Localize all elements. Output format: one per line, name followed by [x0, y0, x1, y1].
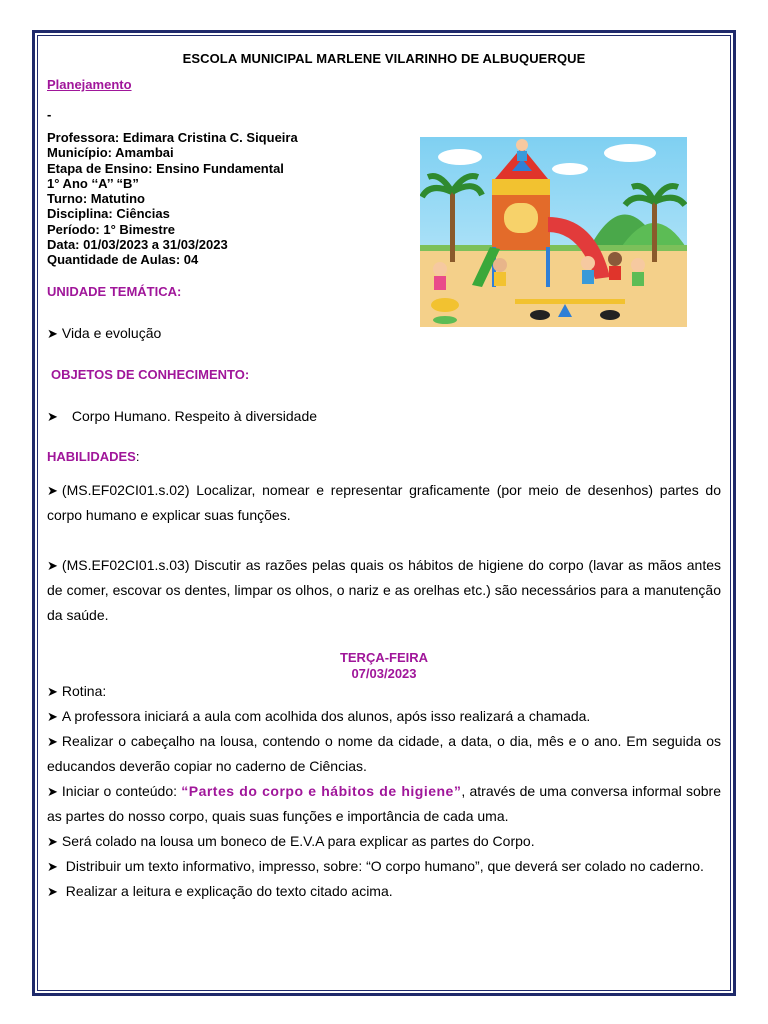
- objetos-item-text: Corpo Humano. Respeito à diversidade: [71, 408, 318, 424]
- day-date: 07/03/2023: [351, 666, 417, 681]
- habilidade-2: [47, 553, 721, 628]
- info-municipio: Município: Amambai: [47, 145, 174, 161]
- info-periodo: Período: 1° Bimestre: [47, 221, 176, 237]
- arrow-bullet-icon: ➤: [47, 326, 58, 341]
- planejamento-heading: Planejamento: [47, 77, 132, 92]
- routine-item: [47, 854, 721, 879]
- routine-item: [47, 779, 721, 829]
- weekday: TERÇA-FEIRA: [339, 650, 429, 665]
- routine-item: [47, 729, 721, 779]
- arrow-bullet-icon: ➤: [47, 409, 58, 424]
- routine-list: [47, 679, 721, 904]
- routine-item: [47, 829, 721, 854]
- unidade-item: [47, 325, 161, 342]
- habilidades-colon: :: [135, 449, 140, 464]
- dash-marker: -: [47, 107, 52, 122]
- arrow-bullet-icon: ➤: [47, 558, 58, 573]
- info-etapa: Etapa de Ensino: Ensino Fundamental: [47, 160, 284, 176]
- info-turno: Turno: Matutino: [47, 191, 145, 207]
- objetos-heading: OBJETOS DE CONHECIMENTO:: [51, 367, 250, 382]
- playground-illustration: [420, 137, 687, 327]
- info-block: [47, 130, 298, 268]
- routine-item-text: , através de uma conversa informal sobre as partes do nosso corpo, quais suas funções e importância de cada uma.: [47, 783, 721, 824]
- arrow-bullet-icon: ➤: [47, 483, 58, 498]
- day-heading: [0, 650, 768, 682]
- arrow-bullet-icon: ➤: [47, 884, 58, 899]
- habilidade-1: [47, 478, 721, 528]
- habilidade-1-text: (MS.EF02CI01.s.02) Localizar, nomear e representar graficamente (por meio de desenhos) partes do corpo humano e explicar suas funções.: [47, 482, 721, 523]
- arrow-bullet-icon: ➤: [47, 684, 58, 699]
- arrow-bullet-icon: ➤: [47, 784, 58, 799]
- unidade-heading: UNIDADE TEMÁTICA:: [47, 284, 182, 299]
- content-highlight: “Partes do corpo e hábitos de higiene”: [181, 783, 462, 799]
- habilidade-2-text: (MS.EF02CI01.s.03) Discutir as razões pelas quais os hábitos de higiene do corpo (lavar as mãos antes de comer, escovar os dentes, limpar os olhos, o nariz e as orelhas etc.) são necessários para a manutenção da saúde.: [47, 557, 721, 623]
- routine-item-text: Distribuir um texto informativo, impresso, sobre: “O corpo humano”, que deverá ser colado no caderno.: [61, 858, 704, 874]
- habilidades-heading-row: [47, 449, 139, 464]
- arrow-bullet-icon: ➤: [47, 709, 58, 724]
- info-professora: Professora: Edimara Cristina C. Siqueira: [47, 130, 298, 145]
- routine-item-text: Iniciar o conteúdo:: [61, 783, 182, 799]
- habilidades-heading: HABILIDADES: [47, 449, 136, 464]
- routine-item: [47, 679, 721, 704]
- routine-item-text: Rotina:: [61, 683, 107, 699]
- unidade-item-text: Vida e evolução: [61, 325, 162, 341]
- arrow-bullet-icon: ➤: [47, 834, 58, 849]
- routine-item-text: Realizar a leitura e explicação do texto citado acima.: [61, 883, 393, 899]
- routine-item: [47, 879, 721, 904]
- info-disciplina: Disciplina: Ciências: [47, 206, 170, 222]
- info-data: Data: 01/03/2023 a 31/03/2023: [47, 237, 228, 253]
- objetos-item: [47, 408, 317, 425]
- arrow-bullet-icon: ➤: [47, 734, 58, 749]
- routine-item: [47, 704, 721, 729]
- routine-item-text: A professora iniciará a aula com acolhida dos alunos, após isso realizará a chamada.: [61, 708, 591, 724]
- routine-item-text: Realizar o cabeçalho na lousa, contendo o nome da cidade, a data, o dia, mês e o ano. Em seguida os educandos deverão copiar no caderno de Ciências.: [47, 733, 721, 774]
- arrow-bullet-icon: ➤: [47, 859, 58, 874]
- info-ano: 1° Ano ‘‘A’’ “B”: [47, 175, 139, 191]
- routine-item-text: Será colado na lousa um boneco de E.V.A para explicar as partes do Corpo.: [61, 833, 535, 849]
- info-quantidade: Quantidade de Aulas: 04: [47, 252, 199, 268]
- school-title: ESCOLA MUNICIPAL MARLENE VILARINHO DE ALBUQUERQUE: [182, 51, 586, 66]
